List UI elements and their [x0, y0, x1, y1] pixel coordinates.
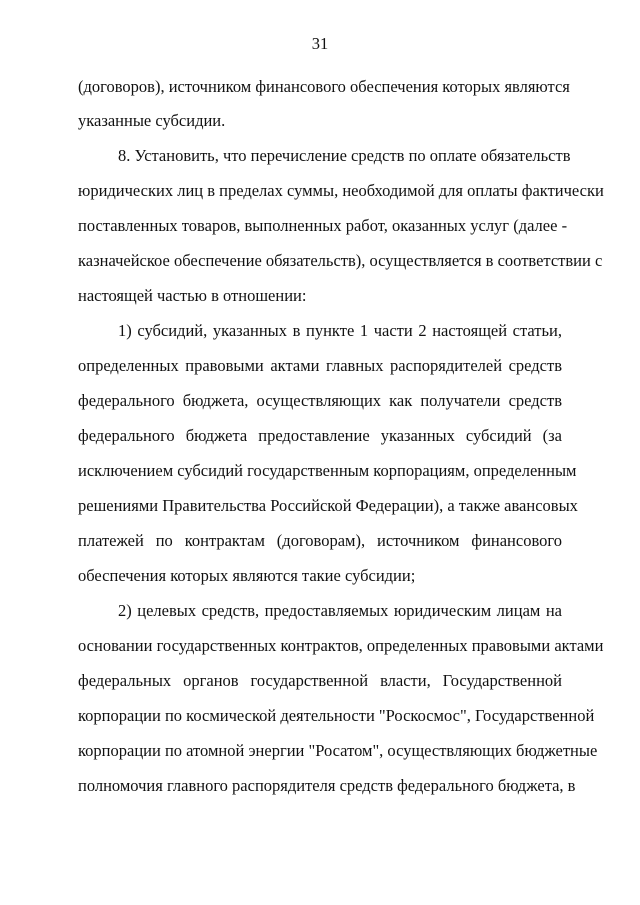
- text-line: решениями Правительства Российской Федерации), а также авансовых: [78, 496, 578, 515]
- page-number: 31: [311, 34, 329, 53]
- text-line: юридических лиц в пределах суммы, необходимой для оплаты фактически: [78, 181, 604, 200]
- text-line: платежей по контрактам (договорам), источником финансового: [78, 531, 562, 550]
- paragraph-8-first-line: 8. Установить, что перечисление средств по оплате обязательств: [118, 146, 571, 165]
- text-line: (договоров), источником финансового обеспечения которых являются: [78, 77, 570, 96]
- text-line: указанные субсидии.: [78, 111, 226, 130]
- text-line: полномочия главного распорядителя средств федерального бюджета, в: [78, 776, 576, 795]
- item-1-first-line: 1) субсидий, указанных в пункте 1 части 2 настоящей статьи,: [118, 321, 562, 340]
- text-line: федерального бюджета предоставление указанных субсидий (за: [78, 426, 562, 445]
- text-line: федерального бюджета, осуществляющих как получатели средств: [78, 391, 562, 410]
- text-line: корпорации по атомной энергии "Росатом", осуществляющих бюджетные: [78, 741, 598, 760]
- text-line: обеспечения которых являются такие субсидии;: [78, 566, 416, 585]
- text-line: основании государственных контрактов, определенных правовыми актами: [78, 636, 604, 655]
- item-2-first-line: 2) целевых средств, предоставляемых юридическим лицам на: [118, 601, 562, 620]
- text-line: федеральных органов государственной власти, Государственной: [78, 671, 562, 690]
- text-line: корпорации по космической деятельности "Роскосмос", Государственной: [78, 706, 595, 725]
- text-line: исключением субсидий государственным корпорациям, определенным: [78, 461, 577, 480]
- text-line: настоящей частью в отношении:: [78, 286, 307, 305]
- text-line: поставленных товаров, выполненных работ, оказанных услуг (далее -: [78, 216, 568, 235]
- text-line: казначейское обеспечение обязательств), осуществляется в соответствии с: [78, 251, 603, 270]
- text-line: определенных правовыми актами главных распорядителей средств: [78, 356, 562, 375]
